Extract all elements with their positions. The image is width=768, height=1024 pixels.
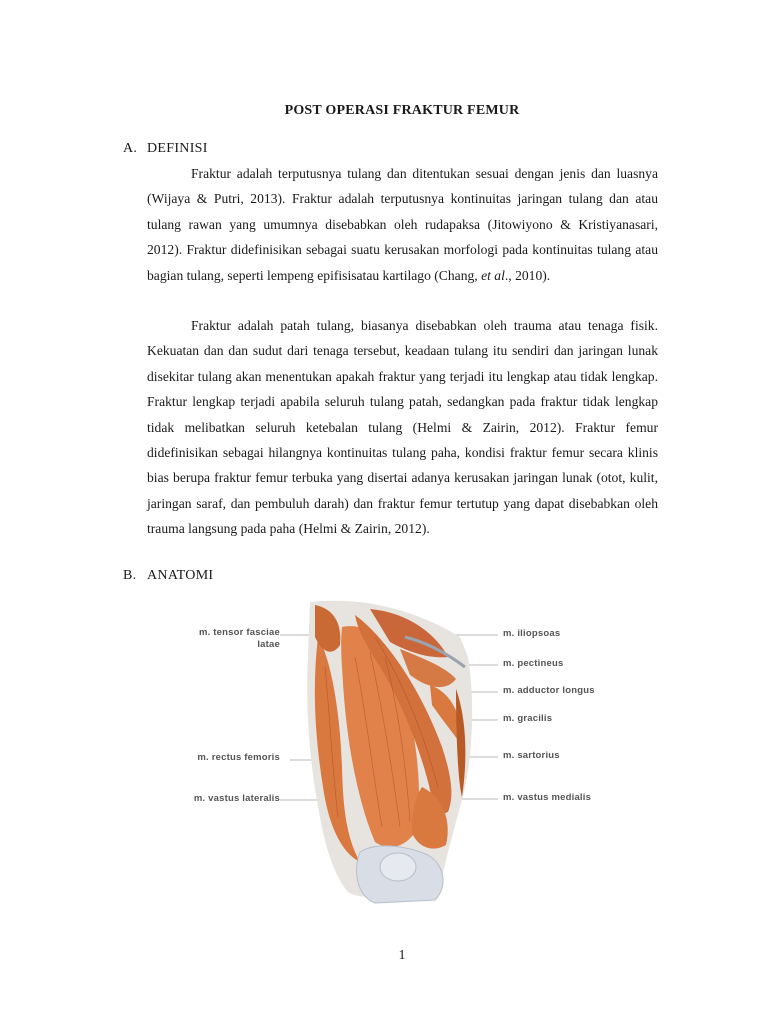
thigh-muscle-anatomy-figure [160, 597, 630, 907]
section-heading-definisi [123, 141, 208, 157]
page-number: 1 [398, 948, 406, 963]
document-title: POST OPERASI FRAKTUR FEMUR [284, 103, 520, 118]
label-vastus-lateralis: m. vastus lateralis [193, 793, 280, 804]
section-title: ANATOMI [147, 568, 214, 583]
patella-shape [380, 853, 416, 881]
section-letter: A. [123, 141, 138, 156]
section-letter: B. [123, 568, 137, 583]
label-vastus-medialis: m. vastus medialis [503, 792, 592, 803]
label-sartorius: m. sartorius [503, 750, 560, 761]
paragraph-definisi-2: Fraktur adalah patah tulang, biasanya disebabkan oleh trauma atau tenaga fisik. Kekuatan dan dan sudut dari tenaga tersebut, keadaan tulang itu sendiri dan jaringan lunak disekitar tulang akan menentukan apakah fraktur yang terjadi itu lengkap atau tidak lengkap. Fraktur lengkap terjadi apabila seluruh tulang patah, sedangkan pada fraktur tidak lengkap tidak melibatkan seluruh ketebalan tulang (Helmi & Zairin, 2012). Fraktur femur didefinisikan sebagai hilangnya kontinuitas tulang paha, kondisi fraktur femur secara klinis bias berupa fraktur femur terbuka yang disertai adanya kerusakan jaringan lunak (otot, kulit, jaringan saraf, dan pembuluh darah) dan fraktur femur tertutup yang dapat disebabkan oleh trauma langsung pada paha (Helmi & Zairin, 2012). [147, 318, 658, 537]
label-pectineus: m. pectineus [503, 658, 564, 669]
label-latae: latae [257, 639, 280, 650]
paragraph-definisi-1: Fraktur adalah terputusnya tulang dan ditentukan sesuai dengan jenis dan luasnya (Wijaya & Putri, 2013). Fraktur adalah terputusnya kontinuitas jaringan tulang dan atau tulang rawan yang umumnya disebabkan oleh rudapaksa (Jitowiyono & Kristiyanasari, 2012). Fraktur didefinisikan sebagai suatu kerusakan morfologi pada kontinuitas tulang atau bagian tulang, seperti lempeng epifisisatau kartilago (Chang, et al., 2010). [147, 166, 658, 283]
label-gracilis: m. gracilis [503, 713, 553, 724]
section-heading-anatomi [123, 568, 213, 584]
label-adductor-longus: m. adductor longus [503, 685, 595, 696]
label-tensor-fasciae: m. tensor fasciae [198, 627, 280, 638]
label-rectus-femoris: m. rectus femoris [197, 752, 280, 763]
section-title: DEFINISI [147, 141, 208, 156]
label-iliopsoas: m. iliopsoas [503, 628, 561, 639]
